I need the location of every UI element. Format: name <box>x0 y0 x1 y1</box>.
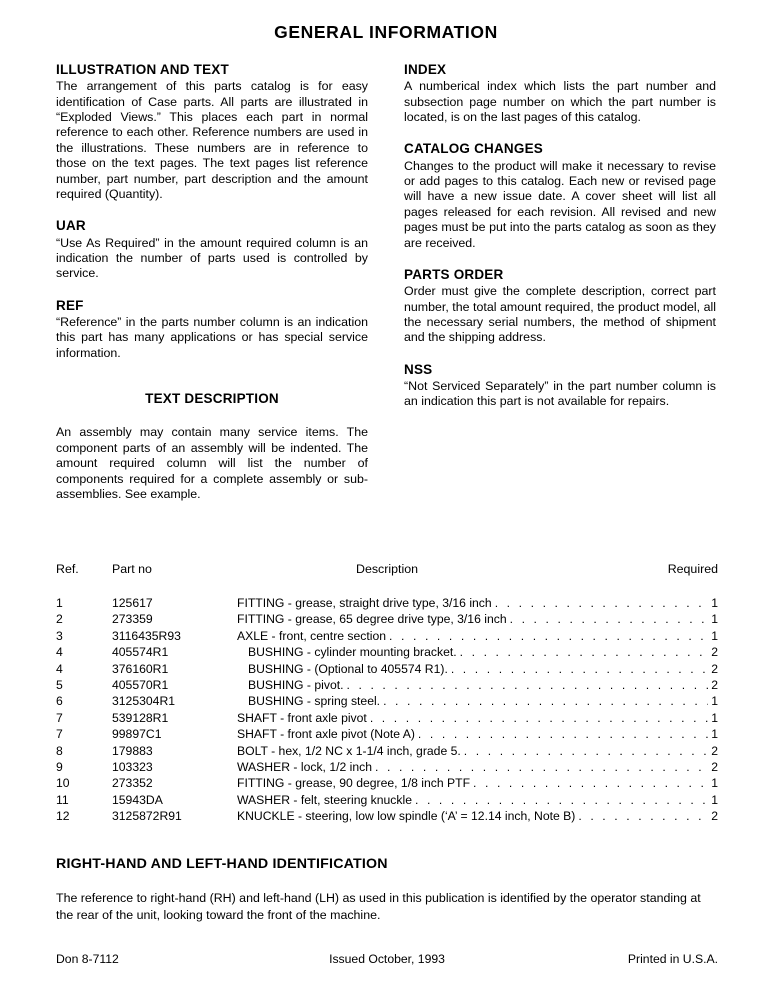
table-row <box>56 596 718 612</box>
section-heading: UAR <box>56 218 86 234</box>
cell-required: 1 <box>711 776 718 791</box>
section-nss <box>404 362 716 410</box>
table-row <box>56 744 718 760</box>
section-heading: NSS <box>404 361 433 377</box>
section-heading: PARTS ORDER <box>404 267 504 283</box>
cell-part-no: 539128R1 <box>112 710 169 725</box>
cell-description <box>248 694 718 708</box>
cell-part-no: 405574R1 <box>112 645 169 660</box>
cell-required: 2 <box>711 677 718 692</box>
dot-leader <box>473 777 708 789</box>
footer-printed-in: Printed in U.S.A. <box>627 952 718 966</box>
table-row <box>56 727 718 743</box>
cell-required: 1 <box>711 710 718 725</box>
description-text: AXLE - front, centre section <box>237 628 387 643</box>
cell-required: 2 <box>711 661 718 676</box>
right-column <box>404 62 716 502</box>
cell-ref: 7 <box>56 710 63 725</box>
cell-ref: 9 <box>56 759 63 774</box>
description-text: FITTING - grease, 65 degree drive type, 3/16 inch <box>237 612 507 627</box>
cell-ref: 4 <box>56 661 63 676</box>
cell-description <box>248 645 718 659</box>
page-title: GENERAL INFORMATION <box>274 22 498 42</box>
table-row <box>56 760 718 776</box>
two-column-body <box>56 62 716 502</box>
cell-ref: 6 <box>56 694 63 709</box>
section-heading: REF <box>56 297 84 313</box>
section-index <box>404 62 716 125</box>
table-row <box>56 662 718 678</box>
cell-description <box>237 629 718 643</box>
table-row <box>56 678 718 694</box>
cell-ref: 12 <box>56 809 70 824</box>
section-text-description <box>56 391 368 502</box>
description-text: SHAFT - front axle pivot <box>237 710 367 725</box>
cell-part-no: 15943DA <box>112 792 163 807</box>
column-header-description: Description <box>356 562 418 576</box>
cell-description <box>248 678 718 692</box>
description-text: FITTING - grease, 90 degree, 1/8 inch PTF <box>237 776 471 791</box>
column-header-part-no: Part no <box>112 562 152 576</box>
footer-document-code: Don 8-7112 <box>56 952 119 966</box>
dot-leader <box>415 794 708 806</box>
section-body: “Not Serviced Separately” in the part number column is an indication this part is not available for repairs. <box>404 379 716 409</box>
description-text: SHAFT - front axle pivot (Note A) <box>237 727 415 742</box>
cell-description <box>237 793 718 807</box>
cell-part-no: 99897C1 <box>112 727 162 742</box>
section-body: “Reference” in the parts number column is an indication this part has many applications or has special service information. <box>56 315 368 360</box>
section-body: Order must give the complete description, correct part number, the total amount required, the product model, all the necessary serial numbers, the method of shipment and the shipping address. <box>404 284 716 345</box>
dot-leader <box>460 646 708 658</box>
cell-description <box>237 711 718 725</box>
cell-description <box>237 744 718 758</box>
description-text: BOLT - hex, 1/2 NC x 1-1/4 inch, grade 5. <box>237 743 461 758</box>
cell-description <box>237 612 718 626</box>
cell-part-no: 273359 <box>112 612 153 627</box>
table-row <box>56 809 718 825</box>
section-heading: CATALOG CHANGES <box>404 141 543 157</box>
dot-leader <box>389 630 708 642</box>
section-body: “Use As Required” in the amount required column is an indication the number of parts used is controlled by service. <box>56 235 368 281</box>
column-header-ref: Ref. <box>56 562 79 576</box>
dot-leader <box>370 712 708 724</box>
dot-leader <box>510 613 708 625</box>
dot-leader <box>464 745 708 757</box>
table-row <box>56 793 718 809</box>
cell-ref: 7 <box>56 727 63 742</box>
dot-leader <box>375 761 708 773</box>
section-heading: ILLUSTRATION AND TEXT <box>56 62 229 77</box>
cell-part-no: 405570R1 <box>112 677 169 692</box>
section-heading: TEXT DESCRIPTION <box>145 391 279 407</box>
cell-part-no: 3116435R93 <box>112 628 181 643</box>
description-text: KNUCKLE - steering, low low spindle (‘A’ = 12.14 inch, Note B) <box>237 809 576 824</box>
description-text: WASHER - lock, 1/2 inch <box>237 759 373 774</box>
cell-description <box>237 760 718 774</box>
cell-required: 1 <box>711 727 718 742</box>
cell-part-no: 3125872R91 <box>112 809 182 824</box>
cell-description <box>237 809 718 823</box>
dot-leader <box>578 810 708 822</box>
cell-required: 1 <box>711 612 718 627</box>
parts-table-body <box>56 596 718 825</box>
section-heading: INDEX <box>404 62 447 77</box>
cell-required: 1 <box>711 628 718 643</box>
identification-heading: RIGHT-HAND AND LEFT-HAND IDENTIFICATION <box>56 856 388 872</box>
column-header-required: Required <box>667 562 718 576</box>
table-row <box>56 629 718 645</box>
section-parts-order <box>404 267 716 346</box>
table-row <box>56 776 718 792</box>
cell-part-no: 179883 <box>112 743 153 758</box>
cell-required: 1 <box>711 596 718 610</box>
description-text: FITTING - grease, straight drive type, 3/16 inch <box>237 596 492 610</box>
cell-required: 1 <box>711 694 718 709</box>
cell-ref: 1 <box>56 596 63 610</box>
description-text: WASHER - felt, steering knuckle <box>237 792 412 807</box>
cell-description <box>237 776 718 790</box>
identification-body: The reference to right-hand (RH) and left-hand (LH) as used in this publication is identified by the operator standing at the rear of the unit, looking toward the front of the machine. <box>56 891 701 922</box>
cell-part-no: 273352 <box>112 776 153 791</box>
section-uar <box>56 218 368 281</box>
cell-part-no: 376160R1 <box>112 661 169 676</box>
cell-ref: 3 <box>56 628 63 643</box>
table-row <box>56 694 718 710</box>
dot-leader <box>451 663 708 675</box>
cell-ref: 2 <box>56 612 63 627</box>
parts-table <box>56 562 718 825</box>
section-ref <box>56 298 368 361</box>
section-catalog-changes <box>404 141 716 251</box>
cell-ref: 4 <box>56 645 63 660</box>
dot-leader <box>495 597 708 609</box>
table-row <box>56 645 718 661</box>
cell-part-no: 103323 <box>112 759 153 774</box>
cell-part-no: 3125304R1 <box>112 694 176 709</box>
left-column <box>56 62 368 502</box>
table-row <box>56 612 718 628</box>
cell-ref: 10 <box>56 776 70 791</box>
dot-leader <box>383 695 708 707</box>
section-body: Changes to the product will make it necessary to revise or add pages to this catalog. Each new or revised page will have a new issue date. A cover sheet will list all pages released for each revision. All revised and new pages must be put into the parts catalog as soon as they are received. <box>404 158 716 250</box>
section-illustration-and-text <box>56 62 368 202</box>
table-row <box>56 711 718 727</box>
cell-description <box>237 727 718 741</box>
cell-part-no: 125617 <box>112 596 153 610</box>
description-text: BUSHING - pivot. <box>248 677 344 692</box>
dot-leader <box>418 728 708 740</box>
dot-leader <box>347 679 709 691</box>
cell-description <box>248 662 718 676</box>
section-body: An assembly may contain many service items. The component parts of an assembly will be indented. The amount required column will list the number of components required for a complete assembly or sub-assemblies. See example. <box>56 425 368 502</box>
description-text: BUSHING - cylinder mounting bracket. <box>248 645 457 660</box>
cell-required: 2 <box>711 645 718 660</box>
cell-ref: 11 <box>56 792 69 807</box>
cell-ref: 5 <box>56 677 63 692</box>
description-text: BUSHING - (Optional to 405574 R1). <box>248 661 448 676</box>
page-footer <box>56 952 718 968</box>
cell-required: 2 <box>711 759 718 774</box>
cell-description <box>237 596 718 610</box>
cell-required: 1 <box>711 792 718 807</box>
cell-ref: 8 <box>56 743 63 758</box>
cell-required: 2 <box>711 809 718 824</box>
section-body: A numberical index which lists the part number and subsection page number on which the part number is located, is on the last pages of this catalog. <box>404 79 716 124</box>
footer-issue-date: Issued October, 1993 <box>329 952 445 966</box>
cell-required: 2 <box>711 743 718 758</box>
section-body: The arrangement of this parts catalog is for easy identification of Case parts. All parts are illustrated in “Exploded Views.” This places each part in normal reference to each other. Reference numbers are used in the illustrations. These numbers are in reference to those on the text pages. The text pages list reference number, part number, part description and the amount required (Quantity). <box>56 79 368 202</box>
description-text: BUSHING - spring steel. <box>248 694 381 709</box>
parts-table-header <box>56 562 718 582</box>
